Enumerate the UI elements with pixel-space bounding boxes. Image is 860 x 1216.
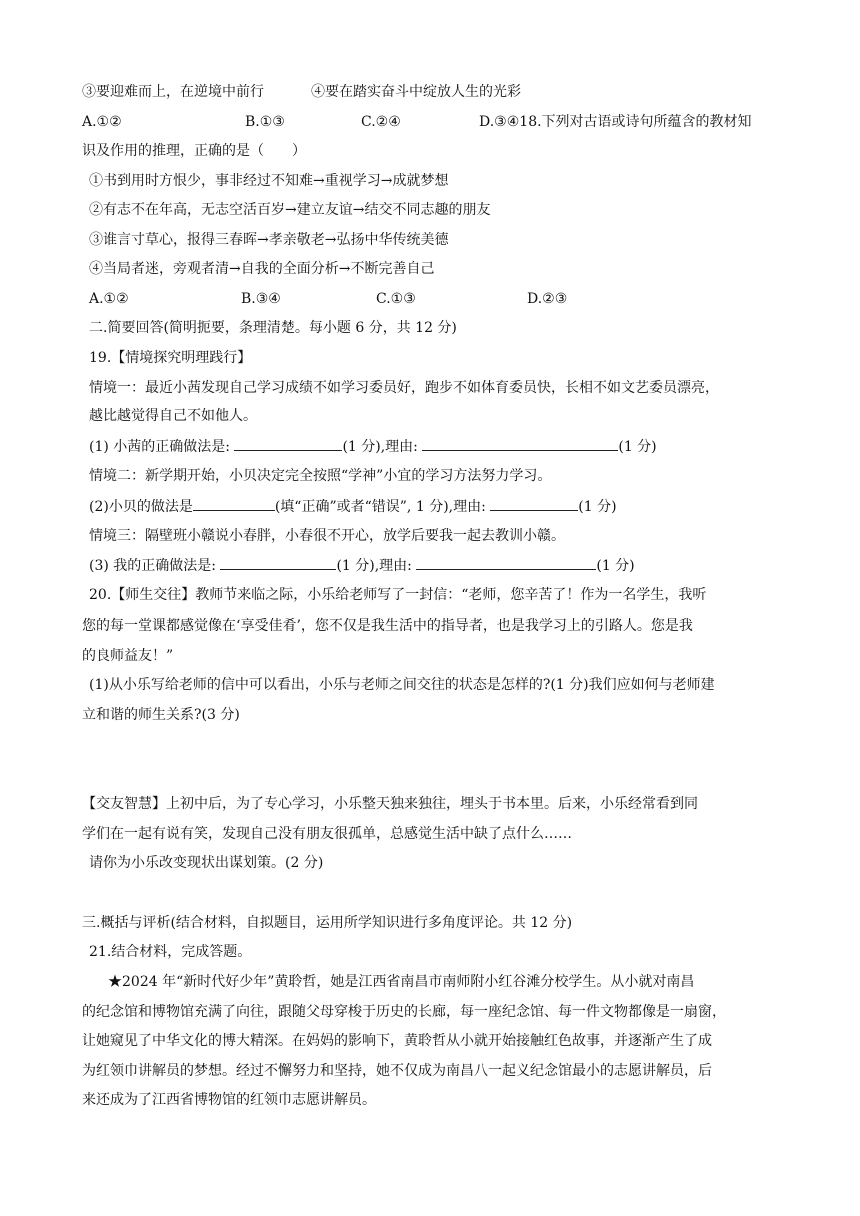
q19-scenario-2: 情境二：新学期开始，小贝决定完全按照“学神”小宜的学习方法努力学习。 — [89, 468, 552, 484]
q18-choice-b: B.③④ — [241, 291, 281, 307]
section-2-title: 二.简要回答(简明扼要，条理清楚。每小题 6 分，共 12 分) — [89, 320, 457, 336]
q21-material-cont: 来还成为了江西省博物馆的红领巾志愿讲解员。 — [82, 1092, 376, 1108]
q20-friendship-wisdom-cont: 学们在一起有说有笑，发现自己没有朋友很孤单，总感觉生活中缺了点什么…… — [82, 826, 572, 842]
q20-friendship-wisdom: 【交友智慧】上初中后，为了专心学习，小乐整天独来独往，埋头于书本里。后来，小乐经常看到同 — [82, 796, 698, 812]
q18-item: ③谁言寸草心，报得三春晖→孝亲敬老→弘扬中华传统美德 — [89, 232, 449, 248]
q20-question-1: (1)从小乐写给老师的信中可以看出，小乐与老师之间交往的状态是怎样的?(1 分)我们应如何与老师建 — [89, 677, 715, 693]
q17-choice-a: A.①② — [82, 114, 122, 130]
q18-choice-c: C.①③ — [376, 291, 416, 307]
q20-friendship-task: 请你为小乐改变现状出谋划策。(2 分) — [89, 855, 324, 871]
q19-title: 19.【情境探究明理践行】 — [89, 350, 252, 366]
q21-material-cont: 让她窥见了中华文化的博大精深。在妈妈的影响下，黄聆哲从小就开始接触红色故事，并逐渐产生了成 — [82, 1033, 712, 1049]
q18-stem: 18.下列对古语或诗句所蕴含的教材知 — [519, 114, 752, 130]
q18-choice-a: A.①② — [89, 291, 129, 307]
q17-option-line-4: ④要在踏实奋斗中绽放人生的光彩 — [311, 84, 521, 100]
q21-title: 21.结合材料，完成答题。 — [89, 944, 252, 960]
q19-part-2: (2)小贝的做法是 (填“正确”或者“错误”, 1 分),理由: (1 分) — [89, 496, 617, 517]
q18-choice-d: D.②③ — [527, 291, 568, 307]
answer-blank[interactable] — [422, 436, 618, 451]
answer-blank[interactable] — [220, 555, 336, 570]
answer-blank[interactable] — [490, 496, 578, 511]
q17-choice-b: B.①③ — [245, 114, 285, 130]
q19-part-1: (1) 小茜的正确做法是: (1 分),理由: (1 分) — [89, 436, 657, 457]
q18-item: ①书到用时方恨少，事非经过不知难→重视学习→成就梦想 — [89, 173, 449, 189]
q17-choice-d: D.③④18.下列对古语或诗句所蕴含的教材知 — [479, 114, 752, 130]
q18-item: ②有志不在年高，无志空活百岁→建立友谊→结交不同志趣的朋友 — [89, 202, 491, 218]
q19-scenario-1: 情境一：最近小茜发现自己学习成绩不如学习委员好，跑步不如体育委员快，长相不如文艺委员漂亮， — [89, 380, 719, 396]
section-3-title: 三.概括与评析(结合材料，自拟题目，运用所学知识进行多角度评论。共 12 分) — [82, 915, 573, 931]
answer-blank[interactable] — [234, 436, 342, 451]
q18-stem-cont: 识及作用的推理，正确的是（ ） — [82, 143, 306, 159]
q18-item: ④当局者迷，旁观者清→自我的全面分析→不断完善自己 — [89, 261, 435, 277]
q20-stem-cont: 的良师益友！” — [82, 648, 174, 664]
q19-scenario-1-cont: 越比越觉得自己不如他人。 — [89, 408, 257, 424]
q19-part-3: (3) 我的正确做法是: (1 分),理由: (1 分) — [89, 555, 635, 576]
q17-option-line-3: ③要迎难而上，在逆境中前行 — [82, 84, 264, 100]
q20-stem-cont: 您的每一堂课都感觉像在‘享受佳肴’，您不仅是我生活中的指导者，也是我学习上的引路人。您是我 — [82, 618, 693, 634]
q21-material: ★2024 年“新时代好少年”黄聆哲，她是江西省南昌市南师附小红谷滩分校学生。从小就对南昌 — [108, 974, 695, 990]
q17-choice-c: C.②④ — [361, 114, 401, 130]
q21-material-cont: 的纪念馆和博物馆充满了向往，跟随父母穿梭于历史的长廊，每一座纪念馆、每一件文物都像是一扇窗， — [82, 1004, 726, 1020]
q20-question-1-cont: 立和谐的师生关系?(3 分) — [82, 707, 240, 723]
q20-stem: 20.【师生交往】教师节来临之际，小乐给老师写了一封信：“老师，您辛苦了！作为一名学生，我听 — [89, 587, 707, 603]
answer-blank[interactable] — [416, 555, 596, 570]
answer-blank[interactable] — [193, 496, 275, 511]
q19-scenario-3: 情境三：隔壁班小赣说小春胖，小春很不开心，放学后要我一起去教训小赣。 — [89, 528, 565, 544]
q21-material-cont: 为红领巾讲解员的梦想。经过不懈努力和坚持，她不仅成为南昌八一起义纪念馆最小的志愿讲解员，后 — [82, 1063, 712, 1079]
